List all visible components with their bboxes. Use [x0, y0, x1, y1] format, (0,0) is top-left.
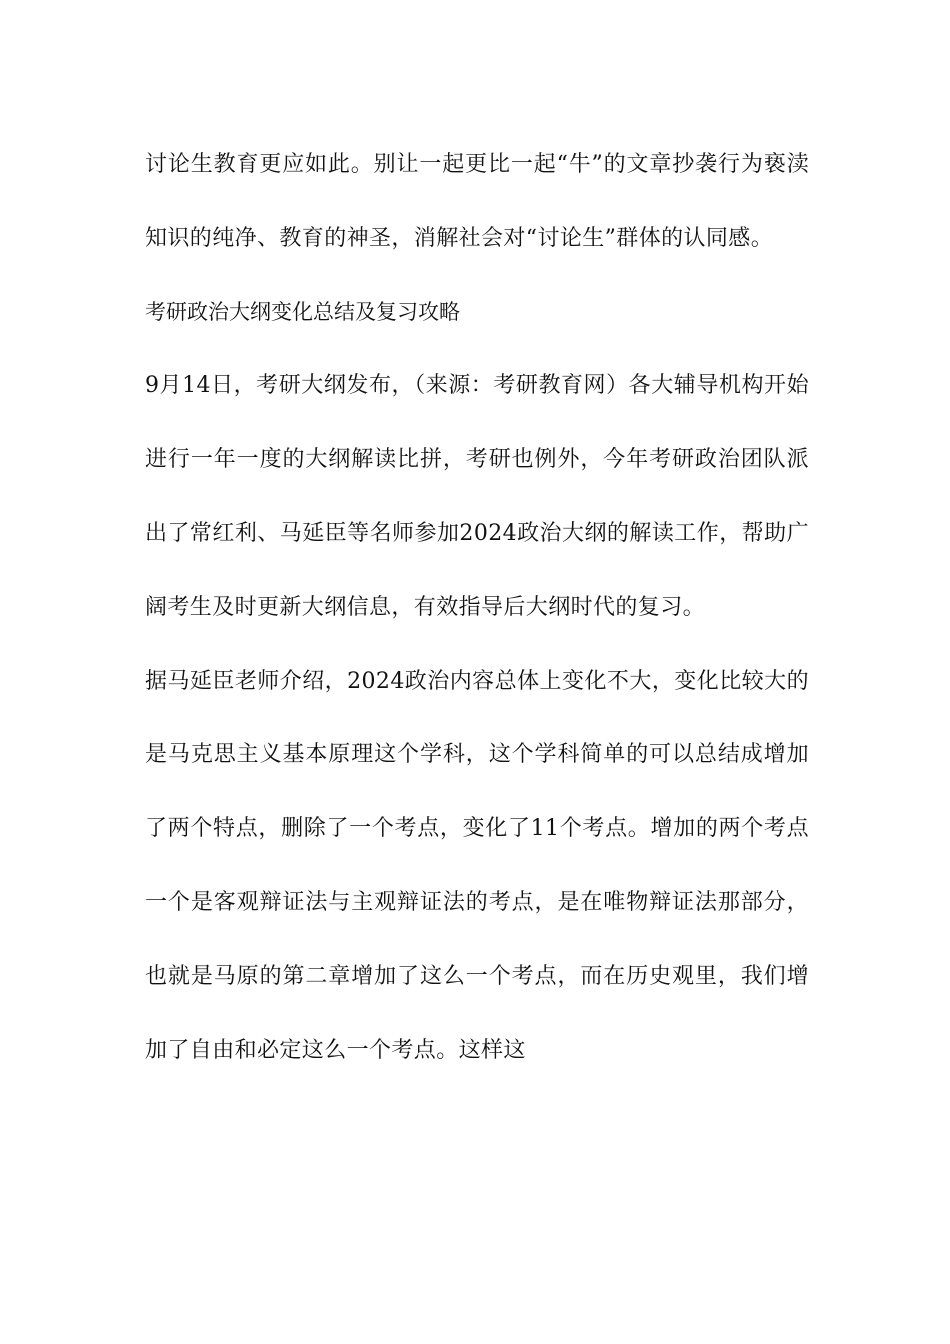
- document-body: [145, 128, 809, 1087]
- paragraph-introduction: 据马延臣老师介绍，2024政治内容总体上变化不大，变化比较大的是马克思主义基本原理这个学科，这个学科简单的可以总结成增加了两个特点，删除了一个考点，变化了11个考点。增加的两个考点一个是客观辩证法与主观辩证法的考点，是在唯物辩证法那部分，也就是马原的第二章增加了这么一个考点，而在历史观里，我们增加了自由和必定这么一个考点。这样这: [145, 668, 809, 1063]
- paragraph-continuation: 讨论生教育更应如此。别让一起更比一起“牛”的文章抄袭行为亵渎知识的纯净、教育的神圣，消解社会对“讨论生”群体的认同感。: [145, 152, 809, 251]
- paragraph-announcement: 9月14日，考研大纲发布，（来源：考研教育网）各大辅导机构开始进行一年一度的大纲解读比拼，考研也例外，今年考研政治团队派出了常红利、马延臣等名师参加2024政治大纲的解读工作，帮助广阔考生及时更新大纲信息，有效指导后大纲时代的复习。: [145, 373, 809, 620]
- section-heading: 考研政治大纲变化总结及复习攻略: [145, 299, 460, 324]
